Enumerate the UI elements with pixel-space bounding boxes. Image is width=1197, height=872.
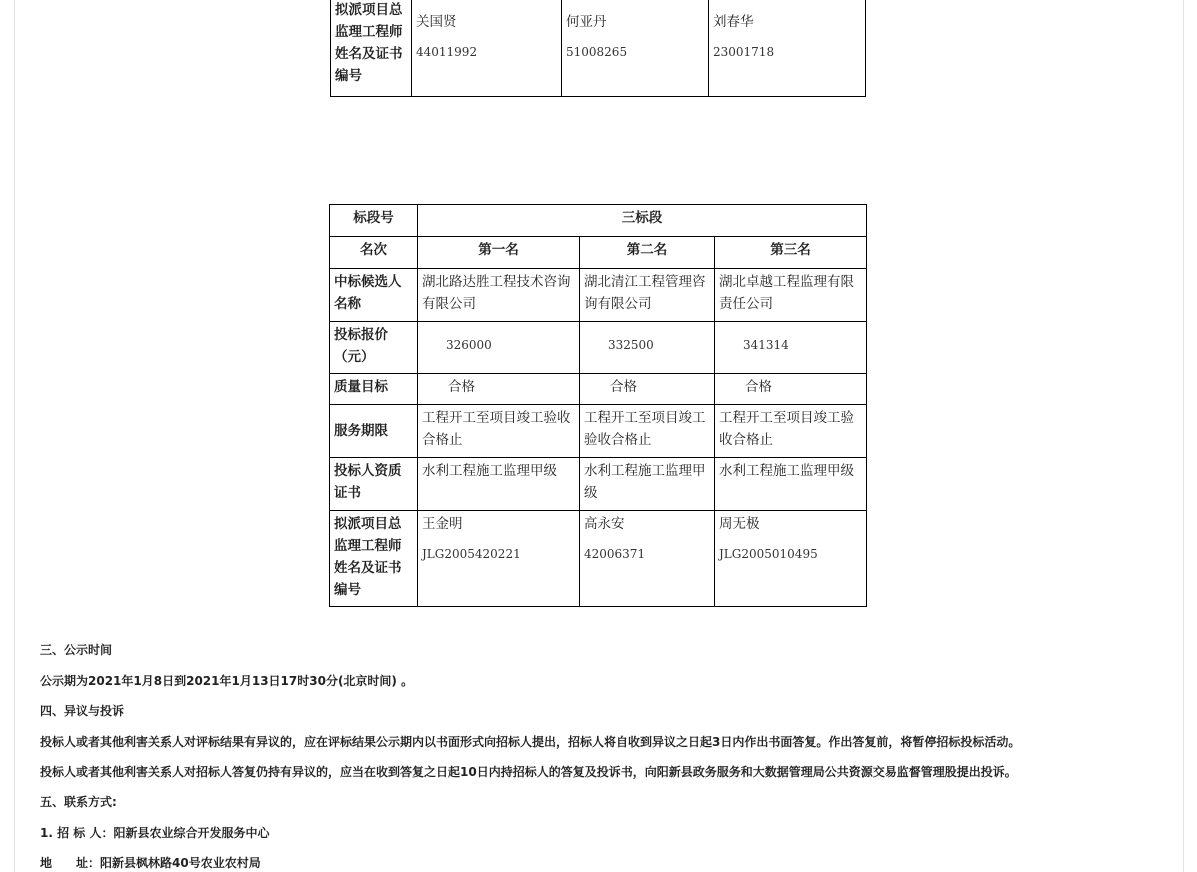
address-label: 地 址： bbox=[40, 856, 101, 870]
table-cell: 湖北路达胜工程技术咨询有限公司 bbox=[418, 269, 580, 322]
table-row bbox=[330, 322, 867, 374]
table-cell bbox=[580, 511, 715, 607]
table-cell: 341314 bbox=[715, 322, 867, 374]
table-cell: 水利工程施工监理甲级 bbox=[418, 458, 580, 511]
table-row bbox=[331, 0, 866, 97]
engineer-name: 何亚丹 bbox=[566, 14, 607, 30]
engineer-cert: 42006371 bbox=[584, 547, 646, 561]
engineer-cert: JLG2005010495 bbox=[719, 547, 818, 561]
row-label: 服务期限 bbox=[330, 405, 418, 458]
table-cell: 332500 bbox=[580, 322, 715, 374]
table-cell bbox=[709, 0, 866, 97]
table-engineers-prev bbox=[330, 0, 866, 97]
table-cell: 合格 bbox=[580, 374, 715, 405]
engineer-name: 王金明 bbox=[422, 516, 463, 532]
rank-header: 第三名 bbox=[715, 237, 867, 269]
table-cell: 工程开工至项目竣工验收合格止 bbox=[418, 405, 580, 458]
table-row bbox=[330, 237, 867, 269]
table-cell bbox=[562, 0, 709, 97]
engineer-cert: 44011992 bbox=[416, 45, 478, 59]
rank-label: 名次 bbox=[330, 237, 418, 269]
table-row bbox=[330, 269, 867, 322]
paragraph: 投标人或者其他利害关系人对评标结果有异议的，应在评标结果公示期内以书面形式向招标人提出，招标人将自收到异议之日起3日内作出书面答复。作出答复前，将暂停招标投标活动。 bbox=[40, 735, 1021, 749]
table-cell bbox=[412, 0, 562, 97]
section-value: 三标段 bbox=[418, 205, 867, 237]
table-cell bbox=[418, 511, 580, 607]
table-cell: 水利工程施工监理甲级 bbox=[580, 458, 715, 511]
table-section-three bbox=[329, 204, 867, 607]
table-cell: 合格 bbox=[418, 374, 580, 405]
rank-header: 第一名 bbox=[418, 237, 580, 269]
table-row bbox=[330, 374, 867, 405]
contact-line: 1. 招 标 人：阳新县农业综合开发服务中心 bbox=[40, 826, 270, 840]
address-value: 阳新县枫林路40号农业农村局 bbox=[100, 856, 261, 870]
contact-line bbox=[40, 854, 261, 871]
engineer-name: 关国贤 bbox=[416, 14, 457, 30]
row-label: 投标人资质证书 bbox=[330, 458, 418, 511]
table-row bbox=[330, 458, 867, 511]
section-heading: 三、公示时间 bbox=[40, 643, 113, 657]
table-cell: 工程开工至项目竣工验收合格止 bbox=[715, 405, 867, 458]
engineer-name: 刘春华 bbox=[713, 14, 754, 30]
row-label: 投标报价（元） bbox=[330, 322, 418, 374]
engineer-cert: 51008265 bbox=[566, 45, 628, 59]
table-cell: 工程开工至项目竣工验收合格止 bbox=[580, 405, 715, 458]
table-cell: 水利工程施工监理甲级 bbox=[715, 458, 867, 511]
row-label: 拟派项目总监理工程师姓名及证书编号 bbox=[331, 0, 412, 97]
rank-header: 第二名 bbox=[580, 237, 715, 269]
row-label: 质量目标 bbox=[330, 374, 418, 405]
table-cell: 326000 bbox=[418, 322, 580, 374]
engineer-cert: JLG2005420221 bbox=[422, 547, 521, 561]
paragraph: 投标人或者其他利害关系人对招标人答复仍持有异议的，应当在收到答复之日起10日内持招标人的答复及投诉书，向阳新县政务服务和大数据管理局公共资源交易监督管理股提出投诉。 bbox=[40, 765, 1017, 779]
table-cell bbox=[715, 511, 867, 607]
engineer-name: 周无极 bbox=[719, 516, 760, 532]
table-cell: 合格 bbox=[715, 374, 867, 405]
engineer-cert: 23001718 bbox=[713, 45, 775, 59]
table-cell: 湖北卓越工程监理有限责任公司 bbox=[715, 269, 867, 322]
section-heading: 四、异议与投诉 bbox=[40, 704, 125, 718]
row-label: 中标候选人名称 bbox=[330, 269, 418, 322]
row-label: 拟派项目总监理工程师姓名及证书编号 bbox=[330, 511, 418, 607]
table-row bbox=[330, 405, 867, 458]
section-label: 标段号 bbox=[330, 205, 418, 237]
section-heading: 五、联系方式: bbox=[40, 795, 117, 809]
table-row bbox=[330, 205, 867, 237]
paragraph: 公示期为2021年1月8日到2021年1月13日17时30分(北京时间) 。 bbox=[40, 674, 414, 688]
table-row bbox=[330, 511, 867, 607]
engineer-name: 高永安 bbox=[584, 516, 625, 532]
table-cell: 湖北清江工程管理咨询有限公司 bbox=[580, 269, 715, 322]
